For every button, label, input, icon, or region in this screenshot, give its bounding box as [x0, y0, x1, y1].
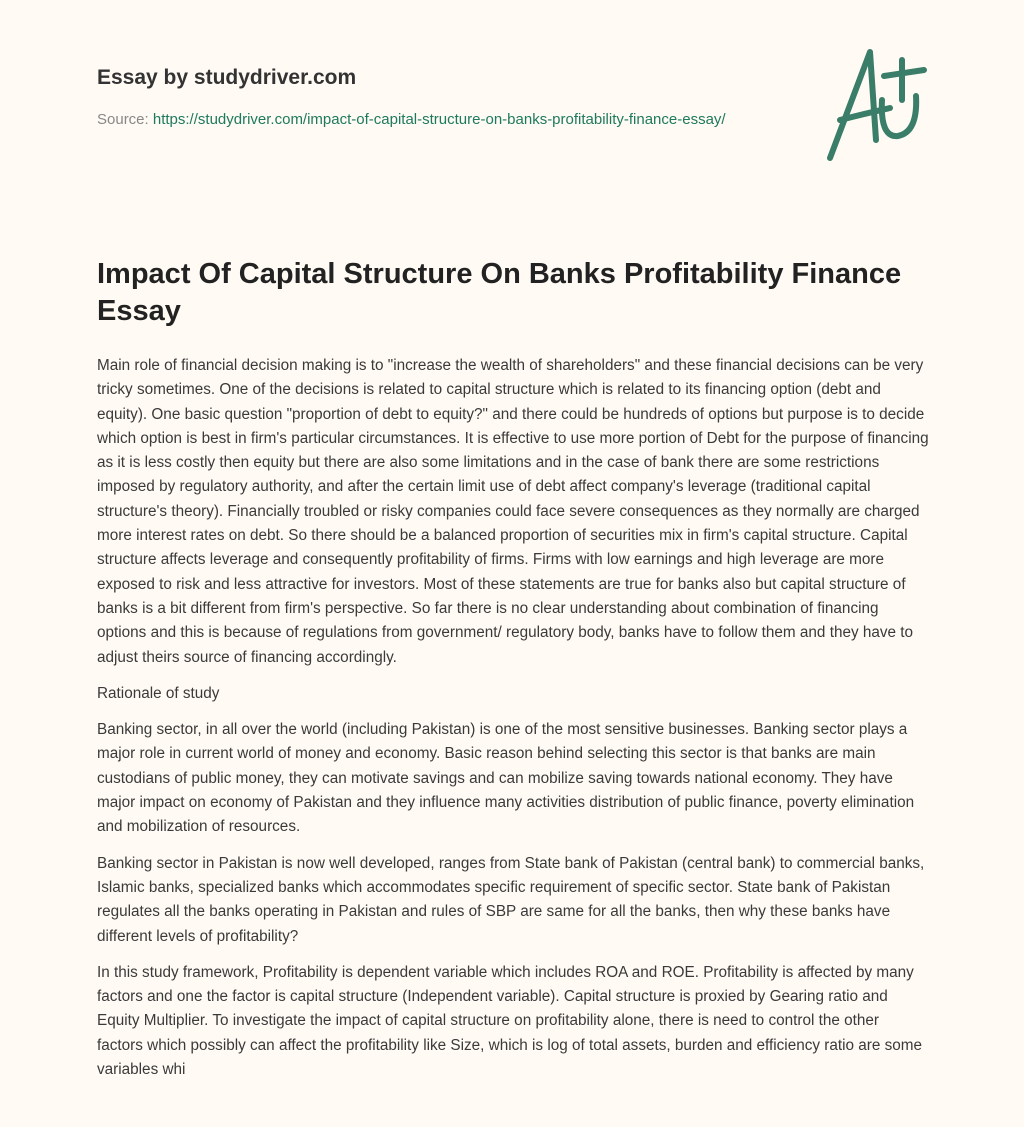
paragraph: Banking sector in Pakistan is now well developed, ranges from State bank of Pakistan (central bank) to commercial banks, Islamic banks, specialized banks which accommodates specific requirement of specific sector. State bank of Pakistan regulates all the banks operating in Pakistan and rules of SBP are same for all the banks, then why these banks have different levels of profitability?	[97, 854, 925, 945]
brand-title: Essay by studydriver.com	[97, 66, 357, 89]
source-link[interactable]: https://studydriver.com/impact-of-capital-structure-on-banks-profitability-finance-essay/	[152, 111, 726, 128]
source-label: Source:	[97, 111, 153, 128]
a-plus-logo-icon	[818, 40, 928, 165]
essay-body	[97, 354, 929, 1094]
source-line	[97, 108, 737, 131]
header	[97, 66, 737, 131]
page-title: Impact Of Capital Structure On Banks Profitability Finance Essay	[97, 258, 902, 327]
section-heading: Rationale of study	[97, 684, 220, 702]
paragraph: Banking sector, in all over the world (including Pakistan) is one of the most sensitive businesses. Banking sector plays a major role in current world of money and economy. Basic reason behind selecting this sector is that banks are main custodians of public money, they can motivate savings and can mobilize saving towards national economy. They have major impact on economy of Pakistan and they influence many activities distribution of public finance, poverty elimination and mobilization of resources.	[97, 721, 915, 836]
paragraph: In this study framework, Profitability is dependent variable which includes ROA and ROE. Profitability is affected by many factors and one the factor is capital structure (Independent variable). Capital structure is proxied by Gearing ratio and Equity Multiplier. To investigate the impact of capital structure on profitability alone, there is need to control the other factors which possibly can affect the profitability like Size, which is log of total assets, burden and efficiency ratio are some variables whi	[97, 963, 923, 1079]
paragraph: Main role of financial decision making is to "increase the wealth of shareholders" and these financial decisions can be very tricky sometimes. One of the decisions is related to capital structure which is related to its financing option (debt and equity). One basic question "proportion of debt to equity?" and there could be hundreds of options but purpose is to decide which option is best in firm's particular circumstances. It is effective to use more portion of Debt for the purpose of financing as it is less costly then equity but there are also some limitations and in the case of bank there are some restrictions imposed by regulatory authority, and after the certain limit use of debt affect company's leverage (traditional capital structure's theory). Financially troubled or risky companies could face severe consequences as they normally are charged more interest rates on debt. So there should be a balanced proportion of securities mix in firm's capital structure. Capital structure affects leverage and consequently profitability of firms. Firms with low earnings and high leverage are more exposed to risk and less attractive for investors. Most of these statements are true for banks also but capital structure of banks is a bit different from firm's perspective. So far there is no clear understanding about combination of financing options and this is because of regulations from government/ regulatory body, banks have to follow them and they have to adjust theirs source of financing accordingly.	[97, 357, 929, 666]
